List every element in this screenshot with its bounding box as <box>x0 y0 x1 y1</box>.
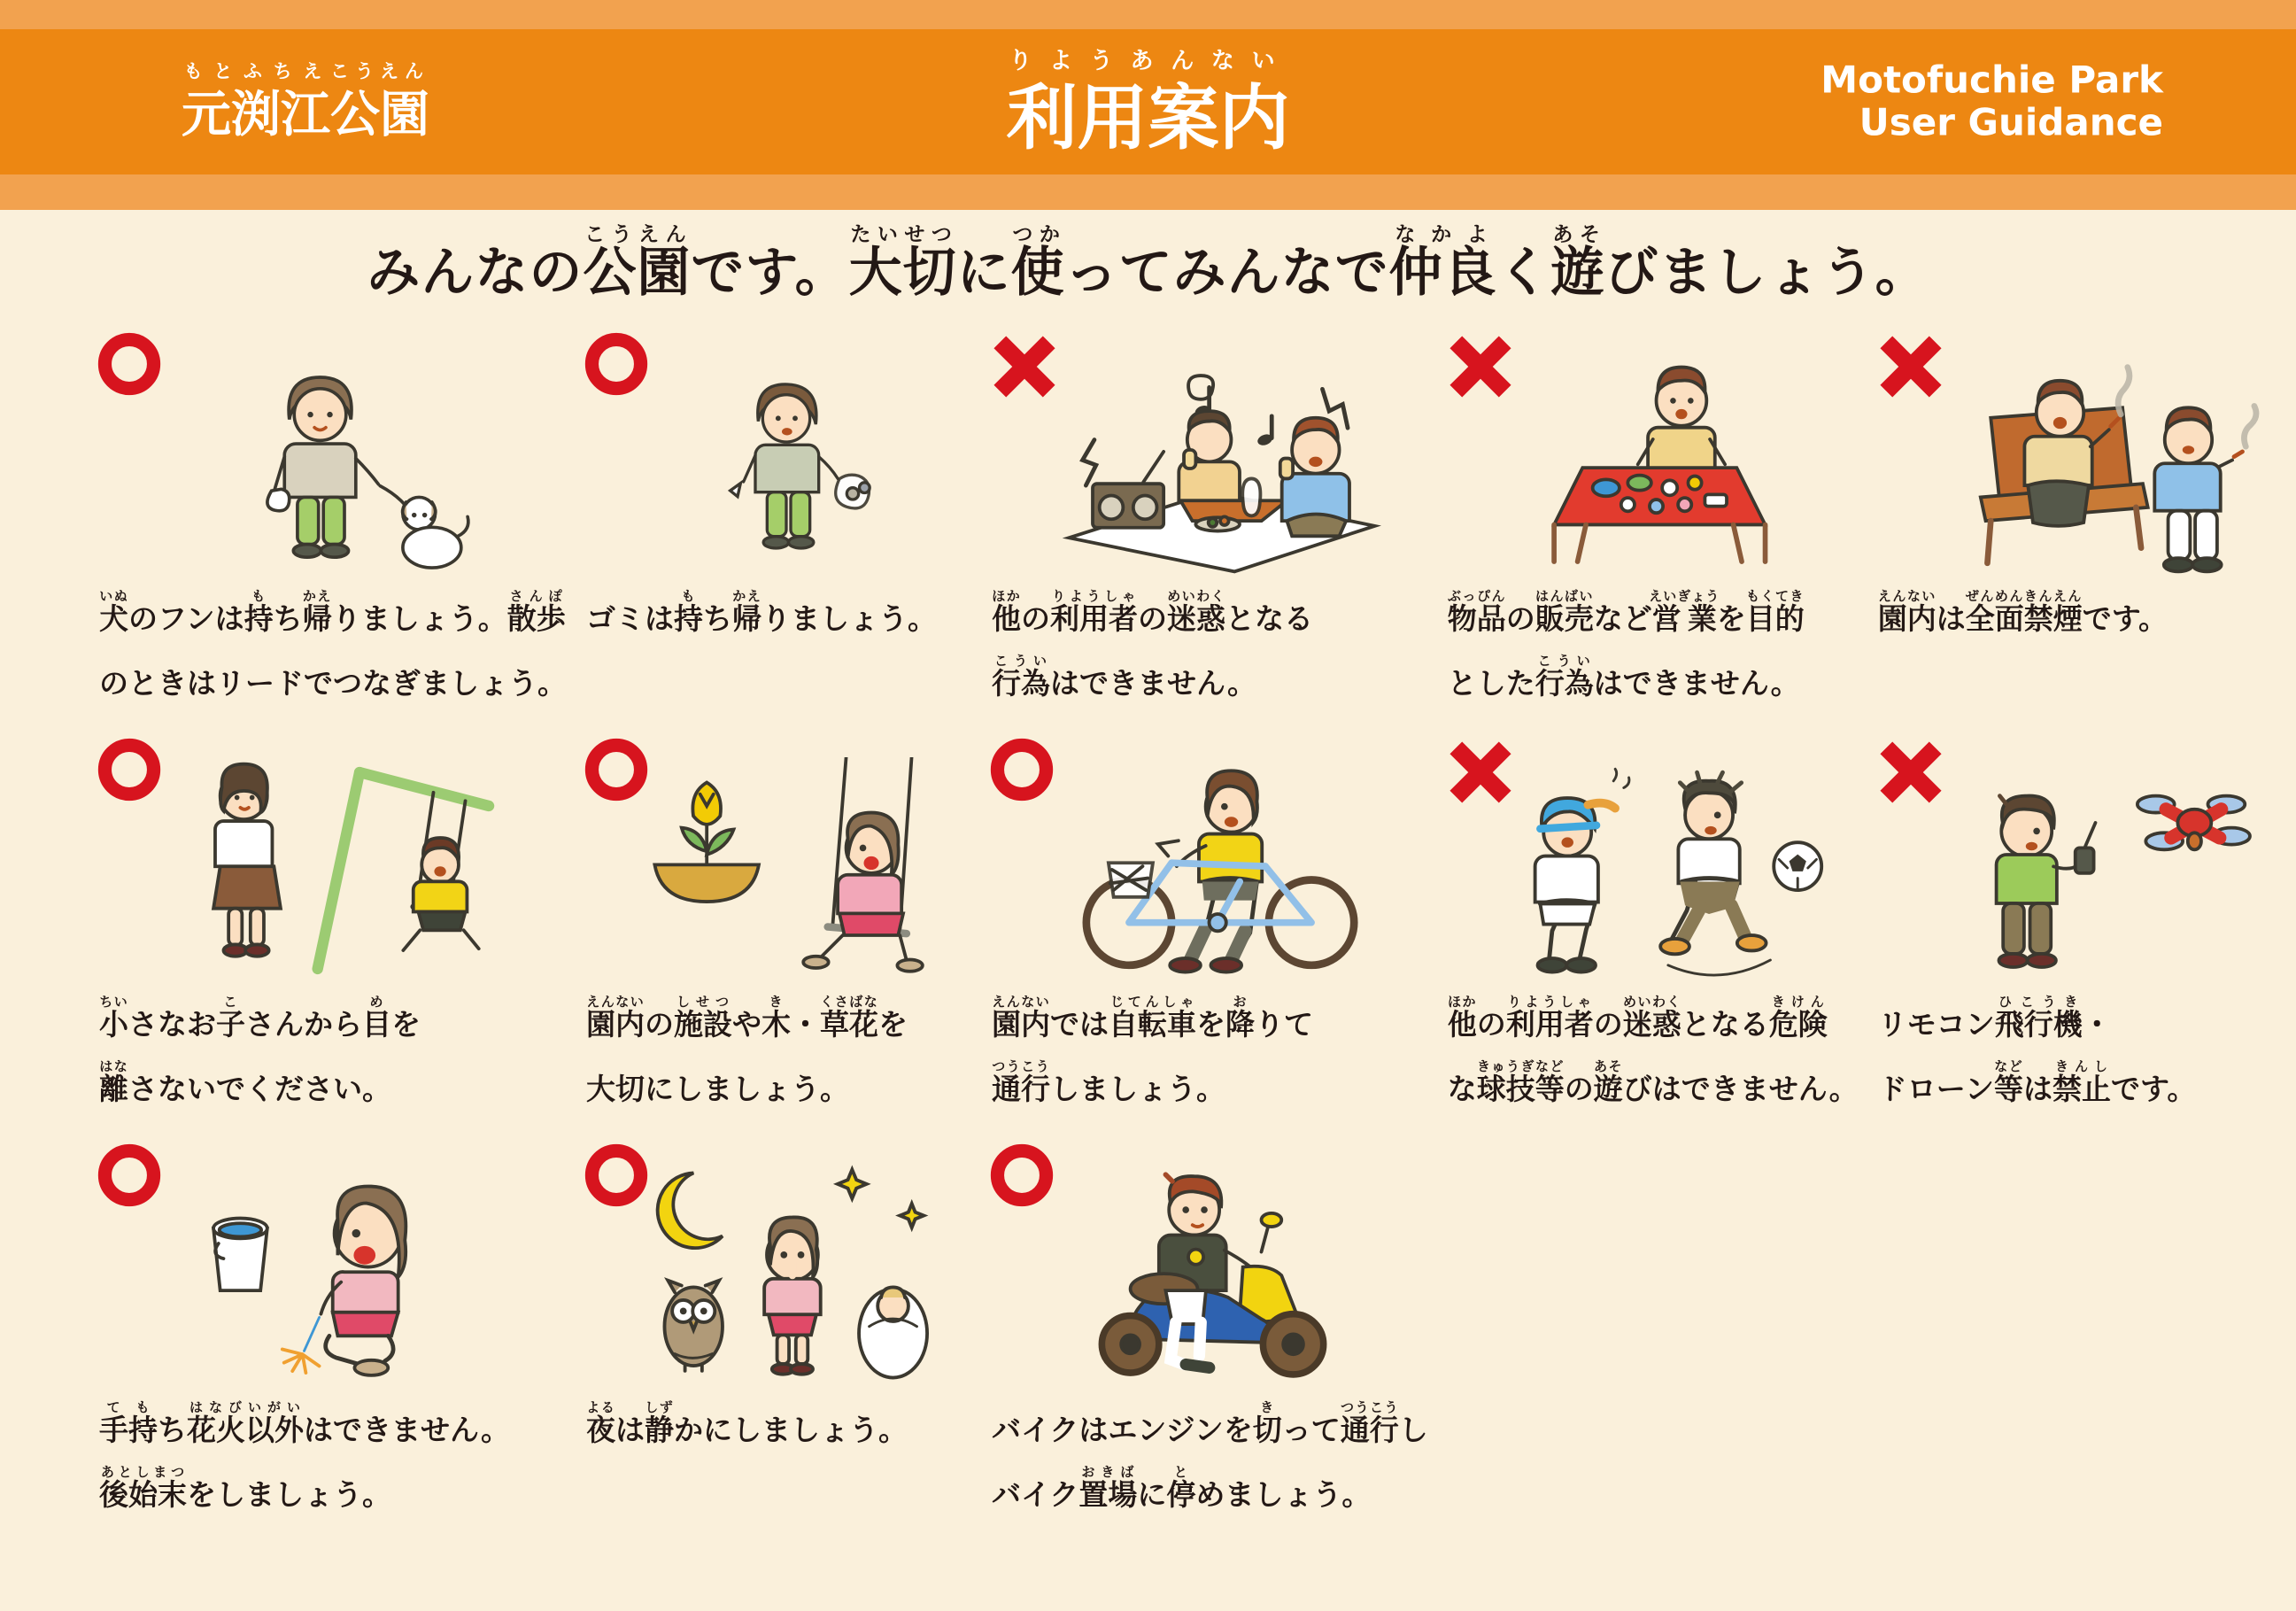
rule-item-2 <box>586 329 972 729</box>
rule-item-5 <box>1878 329 2273 729</box>
rules-grid <box>0 323 2296 1540</box>
rule-item-1 <box>99 329 567 729</box>
rule-item-7 <box>586 734 972 1135</box>
bike-engine-off-illustration <box>992 1140 1428 1390</box>
rule-caption: 犬いぬのフンは持もち帰かえりましょう。散歩さんぽ のときはリードでつなぎましょう。 <box>99 588 567 701</box>
rule-item-4 <box>1448 329 1859 729</box>
dog-walking-illustration <box>99 329 567 578</box>
rule-caption: バイクはエンジンを切きって通行つうこうし バイク置場おきばに停とめましょう。 <box>992 1399 1428 1512</box>
page-title: 利用案内りようあんない <box>1006 48 1290 159</box>
cross-mark-icon <box>1444 736 1517 809</box>
rule-caption: 物品ぶっぴんの販売はんばいなど営業えいぎょうを目的もくてき とした行為こういはできません。 <box>1447 588 1805 701</box>
circle-mark-icon <box>583 330 650 398</box>
rule-item-13 <box>992 1140 1428 1540</box>
cross-mark-icon <box>1875 330 1947 403</box>
walk-bicycle-illustration <box>992 734 1428 984</box>
main-heading: みんなの公園こうえんです。大切たいせつに使つかってみんなで仲良なかよく遊あそびましょう。 <box>367 223 1929 304</box>
cross-mark-icon <box>1875 736 1947 809</box>
watch-small-children-illustration <box>99 734 567 984</box>
rule-caption: ゴミは持もち帰かえりましょう。 <box>586 588 937 636</box>
park-name: 元渕江もとふちえ公園こうえん <box>182 60 429 144</box>
rule-item-11 <box>99 1140 567 1540</box>
circle-mark-icon <box>96 330 163 398</box>
rule-caption: 他ほかの利用者りようしゃの迷惑めいわくとなる危険きけん な球技等きゅうぎなどの遊あそびはできません。 <box>1447 994 1859 1106</box>
circle-mark-icon <box>583 736 650 803</box>
rule-item-12 <box>586 1140 972 1540</box>
rule-caption: 手て持もち花火以外はなびいがいはできません。 後始末あとしまつをしましょう。 <box>99 1399 510 1512</box>
rule-caption: リモコン飛行機ひこうき・ ドローン等などは禁止きんしです。 <box>1877 994 2197 1106</box>
rule-caption: 園内えんないの施設しせつや木き・草花くさばなを 大切にしましょう。 <box>586 994 908 1106</box>
circle-mark-icon <box>583 1142 650 1209</box>
rule-caption: 他ほかの利用者りようしゃの迷惑めいわくとなる 行為こういはできません。 <box>992 588 1313 701</box>
rule-item-8 <box>992 734 1428 1135</box>
header-orange-band <box>0 29 2296 174</box>
hand-held-fireworks-illustration <box>99 1140 567 1390</box>
circle-mark-icon <box>988 736 1055 803</box>
circle-mark-icon <box>96 1142 163 1209</box>
cross-mark-icon <box>988 330 1061 403</box>
rule-item-10 <box>1878 734 2273 1135</box>
rule-item-3 <box>992 329 1428 729</box>
rule-item-9 <box>1448 734 1859 1135</box>
rule-caption: 園内えんないでは自転車じてんしゃを降おりて 通行つうこうしましょう。 <box>992 994 1313 1106</box>
circle-mark-icon <box>988 1142 1055 1209</box>
english-title-line1: Motofuchie Park <box>1821 58 2163 102</box>
rule-item-6 <box>99 734 567 1135</box>
header-banner <box>0 0 2296 210</box>
cross-mark-icon <box>1444 330 1517 403</box>
rule-caption: 夜よるは静しずかにしましょう。 <box>586 1399 908 1447</box>
rule-caption: 小ちいさなお子こさんから目めを 離はなさないでください。 <box>99 994 421 1106</box>
circle-mark-icon <box>96 736 163 803</box>
english-title-line2: User Guidance <box>1859 101 2163 144</box>
rule-caption: 園内えんないは全面禁煙ぜんめんきんえんです。 <box>1877 588 2168 636</box>
english-title <box>1821 59 2163 145</box>
